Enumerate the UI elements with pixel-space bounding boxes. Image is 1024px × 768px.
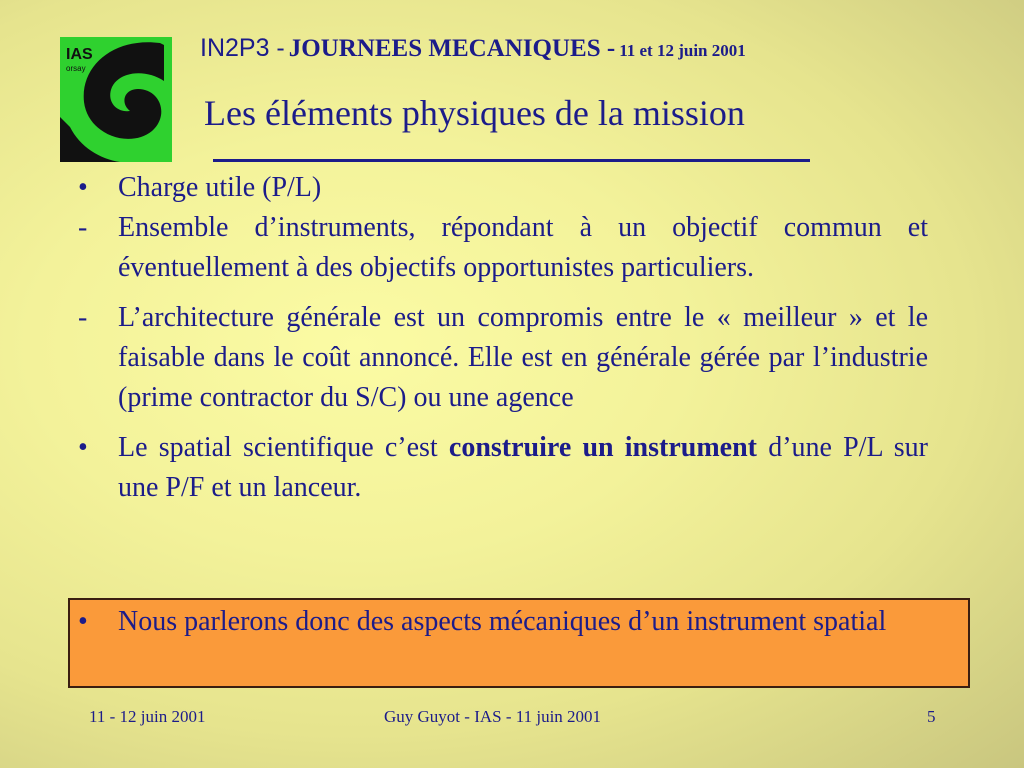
footer-date: 11 - 12 juin 2001 [89, 707, 206, 726]
title-underline [213, 159, 810, 162]
slide-body [78, 168, 928, 508]
bullet-marker: • [78, 432, 88, 463]
slide-title: Les éléments physiques de la mission [204, 93, 745, 133]
header-dates: 11 et 12 juin 2001 [619, 41, 746, 60]
spatial-text-before: Le spatial scientifique c’est [118, 432, 449, 463]
ias-orsay-logo [60, 37, 172, 162]
page-number: 5 [927, 707, 936, 726]
list-item-text: Charge utile (P/L) [118, 172, 322, 203]
dash-marker: - [78, 212, 88, 243]
spatial-text-after: d’une P/L sur une P/F et un lanceur. [118, 432, 928, 503]
logo-text-ias: IAS [66, 46, 93, 63]
list-item-spatial [78, 428, 928, 508]
bullet-marker: • [78, 172, 88, 203]
spatial-text-bold: construire un instrument [448, 432, 758, 463]
highlight-content [78, 602, 928, 642]
logo-text-orsay: orsay [66, 64, 86, 73]
header-org: IN2P3 - [200, 34, 285, 62]
list-item-text: Nous parlerons donc des aspects mécaniques d’un instrument spatial [118, 606, 887, 637]
list-item-highlight [78, 602, 928, 642]
list-item [78, 298, 928, 418]
list-item-text: Ensemble d’instruments, répondant à un objectif commun et éventuellement à des objectifs opportunistes particuliers. [118, 212, 928, 283]
list-item [78, 168, 928, 208]
list-item [78, 208, 928, 288]
header-event: JOURNEES MECANIQUES - [288, 35, 616, 62]
dash-marker: - [78, 302, 88, 333]
bullet-marker: • [78, 606, 88, 637]
footer-author: Guy Guyot - IAS - 11 juin 2001 [384, 707, 602, 726]
list-item-text: L’architecture générale est un compromis entre le « meilleur » et le faisable dans le coût annoncé. Elle est en générale gérée par l’industrie (prime contractor du S/C) ou une agence [118, 302, 928, 413]
list-item-text [118, 428, 928, 508]
header [200, 34, 746, 63]
